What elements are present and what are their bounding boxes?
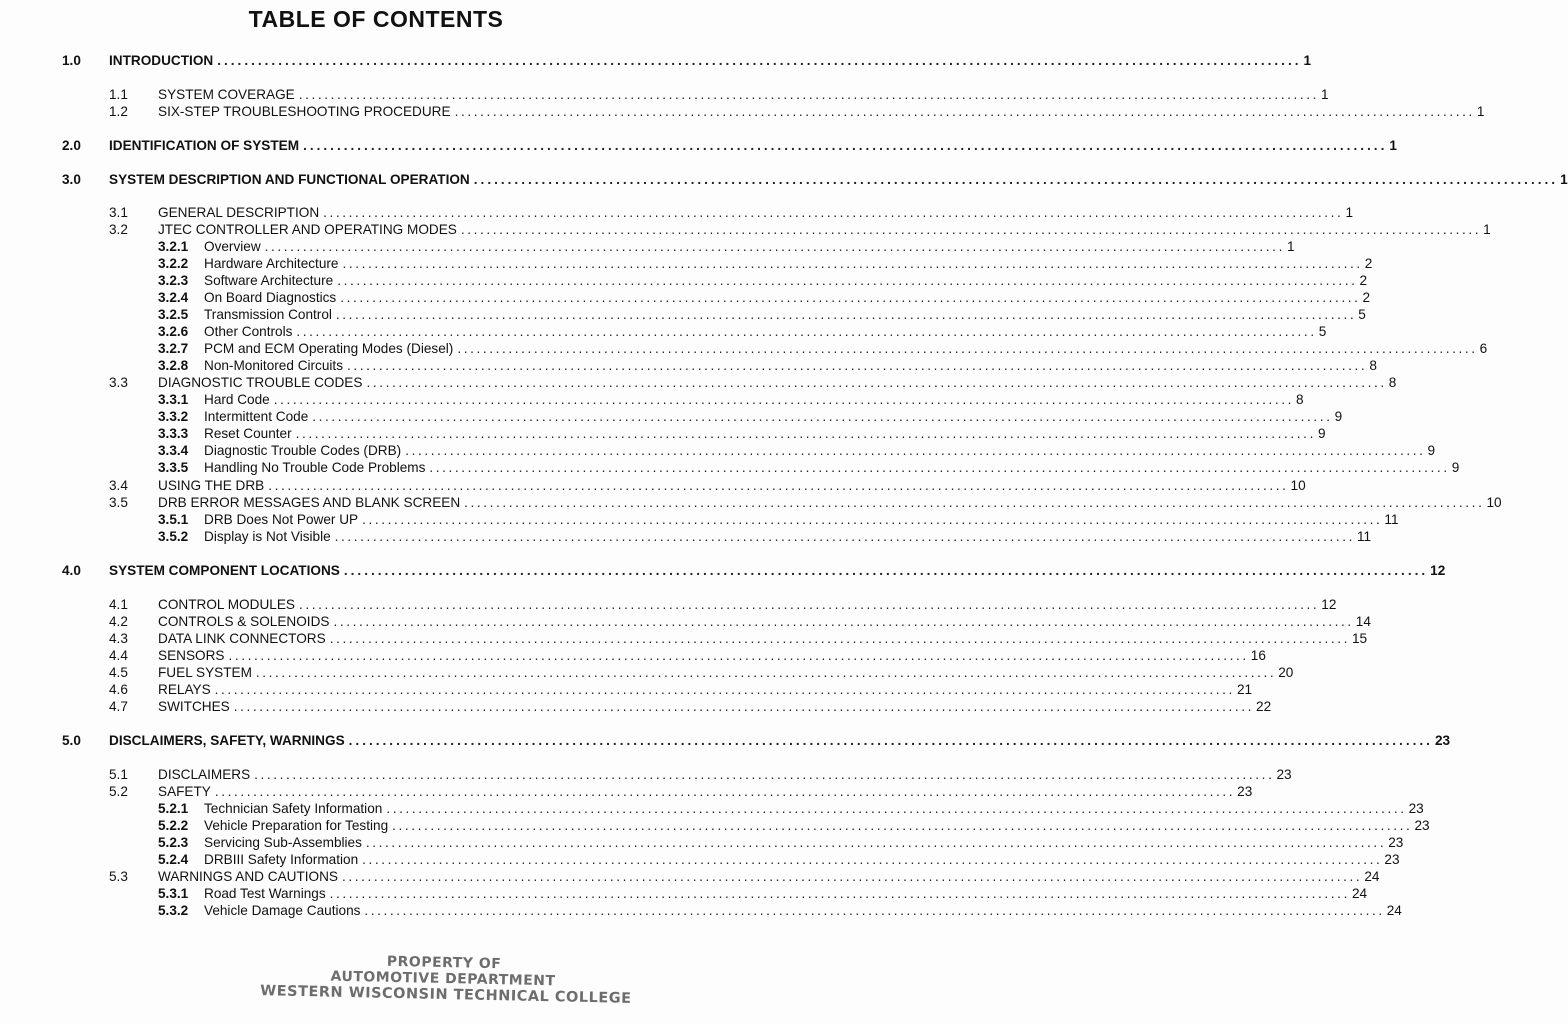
toc-entry-page: 9 — [1427, 443, 1436, 458]
toc-entry-body — [158, 613, 1371, 630]
toc-entry-number: 3.3.3 — [158, 426, 189, 441]
toc-entry-number: 2.0 — [62, 138, 81, 153]
dot-leader: ................................................................................................................................................................ — [303, 138, 1388, 153]
toc-entry — [0, 511, 1399, 528]
toc-entry — [0, 630, 1368, 647]
toc-entry-number: 5.2.4 — [158, 852, 189, 867]
toc-entry-page: 9 — [1317, 426, 1326, 441]
toc-entry-title: WARNINGS AND CAUTIONS — [158, 869, 339, 884]
toc-entry-number: 3.3.4 — [158, 443, 189, 458]
toc-entry — [0, 289, 1371, 306]
toc-entry-page: 23 — [1276, 767, 1292, 782]
toc-entry-page: 8 — [1296, 392, 1304, 407]
dot-leader: ................................................................................................................................................................ — [217, 53, 1302, 68]
toc-entry — [0, 681, 1253, 698]
toc-entry-page: 14 — [1355, 614, 1371, 629]
toc-entry — [0, 103, 1485, 120]
toc-entry-title: Other Controls — [204, 324, 293, 339]
toc-entry-number: 4.5 — [109, 665, 128, 680]
dot-leader: ................................................................................................................................................................ — [457, 341, 1478, 356]
toc-entry-body — [204, 391, 1304, 408]
toc-entry-page: 24 — [1386, 903, 1402, 918]
toc-entry-title: SIX-STEP TROUBLESHOOTING PROCEDURE — [158, 104, 451, 119]
toc-entry-page: 8 — [1369, 358, 1377, 373]
dot-leader: ................................................................................................................................................................ — [333, 614, 1354, 629]
dot-leader: ................................................................................................................................................................ — [264, 239, 1285, 254]
toc-entry-title: USING THE DRB — [158, 478, 265, 493]
toc-entry-body — [158, 664, 1294, 681]
toc-entry-number: 3.2.3 — [158, 273, 189, 288]
toc-entry-body — [204, 511, 1399, 528]
toc-entry-page: 8 — [1388, 375, 1397, 390]
toc-entry-body — [204, 340, 1488, 357]
toc-entry — [0, 647, 1266, 664]
dot-leader: ................................................................................................................................................................ — [364, 903, 1385, 918]
toc-entry-number: 5.2 — [109, 784, 128, 799]
toc-entry-number: 5.3.2 — [158, 903, 189, 918]
toc-entry-body — [204, 834, 1404, 851]
toc-entry-title: DIAGNOSTIC TROUBLE CODES — [158, 375, 363, 390]
toc-entry-title: Technician Safety Information — [204, 801, 383, 816]
toc-entry-page: 1 — [1483, 222, 1491, 237]
dot-leader: ................................................................................................................................................................ — [366, 375, 1387, 390]
toc-entry — [0, 391, 1304, 408]
toc-entry — [0, 766, 1292, 783]
toc-entry-number: 3.5.2 — [158, 529, 189, 544]
toc-entry — [0, 698, 1272, 715]
toc-entry-body — [158, 86, 1329, 103]
toc-entry-number: 1.2 — [109, 104, 128, 119]
toc-entry-body — [204, 272, 1368, 289]
toc-entry-title: SENSORS — [158, 648, 225, 663]
toc-entry-page: 1 — [1560, 172, 1568, 187]
toc-entry-page: 23 — [1414, 818, 1430, 833]
toc-entry — [0, 459, 1460, 476]
toc-entry-body — [204, 238, 1295, 255]
toc-entry-number: 3.3.2 — [158, 409, 189, 424]
toc-entry-title: Intermittent Code — [204, 409, 309, 424]
toc-entry — [0, 528, 1372, 545]
dot-leader: ................................................................................................................................................................ — [298, 597, 1320, 612]
toc-entry-title: DRB ERROR MESSAGES AND BLANK SCREEN — [158, 495, 461, 510]
toc-entry-body — [204, 357, 1377, 374]
toc-entry — [0, 562, 1446, 579]
toc-entry-page: 2 — [1359, 273, 1368, 288]
toc-entry-title: SYSTEM DESCRIPTION AND FUNCTIONAL OPERATION — [109, 172, 470, 187]
toc-entry-title: Overview — [204, 239, 261, 254]
dot-leader: ................................................................................................................................................................ — [295, 426, 1316, 441]
toc-entry-number: 3.5.1 — [158, 512, 189, 527]
toc-entry-body — [158, 477, 1306, 494]
dot-leader: ................................................................................................................................................................ — [296, 324, 1317, 339]
toc-entry — [0, 834, 1404, 851]
toc-entry-number: 3.2.7 — [158, 341, 189, 356]
toc-entry-body — [158, 204, 1353, 221]
toc-entry-page: 5 — [1358, 307, 1366, 322]
toc-entry — [0, 255, 1373, 272]
toc-entry-page: 22 — [1256, 699, 1272, 714]
dot-leader: ................................................................................................................................................................ — [342, 869, 1363, 884]
toc-entry-number: 3.1 — [109, 205, 128, 220]
toc-entry-body — [204, 408, 1343, 425]
toc-entry — [0, 171, 1568, 188]
toc-entry-title: SAFETY — [158, 784, 211, 799]
toc-entry — [0, 204, 1353, 221]
toc-entry-body — [158, 783, 1253, 800]
toc-entry — [0, 374, 1397, 391]
toc-entry-title: Diagnostic Trouble Codes (DRB) — [204, 443, 402, 458]
toc-entry-number: 1.0 — [62, 53, 81, 68]
toc-entry-body — [204, 323, 1327, 340]
dot-leader: ................................................................................................................................................................ — [335, 307, 1357, 322]
toc-entry-page: 23 — [1408, 801, 1424, 816]
toc-entry-page: 12 — [1430, 563, 1446, 578]
toc-entry-body — [158, 681, 1253, 698]
toc-entry-page: 1 — [1389, 138, 1397, 153]
toc-entry-title: IDENTIFICATION OF SYSTEM — [109, 138, 300, 153]
toc-entry-number: 4.0 — [62, 563, 81, 578]
toc-entry-page: 1 — [1286, 239, 1295, 254]
toc-entry-title: Display is Not Visible — [204, 529, 331, 544]
toc-entry — [0, 817, 1430, 834]
toc-entry-title: CONTROL MODULES — [158, 597, 295, 612]
toc-entry-title: SYSTEM COVERAGE — [158, 87, 295, 102]
toc-entry-title: DISCLAIMERS, SAFETY, WARNINGS — [109, 733, 345, 748]
toc-entry-number: 4.6 — [109, 682, 128, 697]
toc-entry-page: 21 — [1236, 682, 1253, 697]
toc-entry-number: 3.2.2 — [158, 256, 189, 271]
stamp-line-3: WESTERN WISCONSIN TECHNICAL COLLEGE — [260, 983, 632, 1007]
dot-leader: ................................................................................................................................................................ — [214, 682, 1235, 697]
toc-entry-number: 3.2.6 — [158, 324, 189, 339]
toc-entry-title: DRBIII Safety Information — [204, 852, 359, 867]
dot-leader: ................................................................................................................................................................ — [343, 563, 1429, 578]
toc-entry-body — [204, 902, 1402, 919]
toc-entry-title: INTRODUCTION — [109, 53, 214, 68]
toc-entry-title: JTEC CONTROLLER AND OPERATING MODES — [158, 222, 457, 237]
property-stamp — [255, 951, 635, 1007]
dot-leader: ................................................................................................................................................................ — [454, 104, 1475, 119]
dot-leader: ................................................................................................................................................................ — [460, 222, 1482, 237]
toc-entry-body — [109, 562, 1446, 579]
toc-entry-page: 16 — [1250, 648, 1266, 663]
dot-leader: ................................................................................................................................................................ — [268, 478, 1289, 493]
toc-entry-title: On Board Diagnostics — [204, 290, 337, 305]
toc-entry — [0, 408, 1343, 425]
toc-entry-body — [204, 255, 1373, 272]
toc-entry-number: 4.1 — [109, 597, 128, 612]
toc-entry-title: Vehicle Preparation for Testing — [204, 818, 389, 833]
toc-entry-number: 4.3 — [109, 631, 128, 646]
toc-entry-title: Hard Code — [204, 392, 270, 407]
stamp-line-1: PROPERTY OF — [386, 953, 502, 973]
toc-entry-body — [204, 800, 1424, 817]
toc-entry-page: 1 — [1303, 53, 1312, 68]
toc-entry-page: 23 — [1237, 784, 1253, 799]
toc-entry — [0, 851, 1400, 868]
toc-entry — [0, 306, 1366, 323]
toc-entry — [0, 596, 1337, 613]
toc-entry-number: 5.0 — [62, 733, 81, 748]
toc-entry-number: 4.4 — [109, 648, 128, 663]
toc-entry-page: 23 — [1388, 835, 1404, 850]
toc-entry-body — [158, 766, 1292, 783]
toc-entry-body — [109, 171, 1568, 188]
toc-entry-number: 3.2.1 — [158, 239, 189, 254]
toc-entry-title: DRB Does Not Power UP — [204, 512, 359, 527]
toc-entry-number: 5.3 — [109, 869, 128, 884]
toc-entry-body — [204, 817, 1430, 834]
toc-entry-page: 9 — [1451, 460, 1460, 475]
toc-entry-number: 5.3.1 — [158, 886, 189, 901]
dot-leader: ................................................................................................................................................................ — [337, 273, 1358, 288]
dot-leader: ................................................................................................................................................................ — [392, 818, 1413, 833]
toc-entry-body — [158, 103, 1485, 120]
toc-entry-page: 23 — [1384, 852, 1400, 867]
toc-entry-body — [158, 868, 1380, 885]
dot-leader: ................................................................................................................................................................ — [273, 392, 1295, 407]
toc-entry-title: DATA LINK CONNECTORS — [158, 631, 326, 646]
toc-entry-body — [204, 289, 1371, 306]
dot-leader: ................................................................................................................................................................ — [329, 886, 1350, 901]
toc-entry-body — [158, 596, 1337, 613]
toc-entry-title: Transmission Control — [204, 307, 332, 322]
dot-leader: ................................................................................................................................................................ — [429, 460, 1450, 475]
toc-entry-title: GENERAL DESCRIPTION — [158, 205, 320, 220]
toc-entry-page: 1 — [1321, 87, 1329, 102]
toc-entry-page: 1 — [1345, 205, 1353, 220]
dot-leader: ................................................................................................................................................................ — [340, 290, 1361, 305]
toc-entry-title: SYSTEM COMPONENT LOCATIONS — [109, 563, 340, 578]
toc-entry-number: 3.2.8 — [158, 358, 189, 373]
dot-leader: ................................................................................................................................................................ — [214, 784, 1236, 799]
toc-entry-title: Software Architecture — [204, 273, 334, 288]
toc-entry — [0, 272, 1368, 289]
toc-entry-page: 15 — [1351, 631, 1368, 646]
dot-leader: ................................................................................................................................................................ — [342, 256, 1363, 271]
toc-entry-body — [204, 459, 1460, 476]
dot-leader: ................................................................................................................................................................ — [365, 835, 1387, 850]
toc-entry-page: 11 — [1356, 529, 1372, 544]
toc-entry — [0, 902, 1402, 919]
toc-entry — [0, 86, 1329, 103]
toc-entry-page: 24 — [1351, 886, 1368, 901]
toc-entry-body — [204, 442, 1436, 459]
toc-entry-body — [109, 732, 1451, 749]
toc-entry-number: 3.3.5 — [158, 460, 189, 475]
toc-entry-page: 9 — [1334, 409, 1343, 424]
dot-leader: ................................................................................................................................................................ — [233, 699, 1255, 714]
toc-entry-number: 4.7 — [109, 699, 128, 714]
dot-leader: ................................................................................................................................................................ — [362, 512, 1383, 527]
toc-entry-body — [204, 885, 1368, 902]
toc-entry-page: 2 — [1364, 256, 1373, 271]
toc-entry — [0, 137, 1397, 154]
toc-entry-page: 10 — [1486, 495, 1502, 510]
dot-leader: ................................................................................................................................................................ — [405, 443, 1426, 458]
toc-entry-number: 3.5 — [109, 495, 128, 510]
toc-entry-body — [204, 851, 1400, 868]
toc-entry-number: 5.2.3 — [158, 835, 189, 850]
toc-entry-title: Road Test Warnings — [204, 886, 326, 901]
dot-leader: ................................................................................................................................................................ — [386, 801, 1407, 816]
toc-entry-number: 5.1 — [109, 767, 128, 782]
toc-entry-title: DISCLAIMERS — [158, 767, 251, 782]
dot-leader: ................................................................................................................................................................ — [464, 495, 1485, 510]
dot-leader: ................................................................................................................................................................ — [228, 648, 1249, 663]
toc-entry-number: 3.3.1 — [158, 392, 189, 407]
toc-entry-body — [204, 306, 1366, 323]
toc-entry-page: 24 — [1364, 869, 1380, 884]
toc-entry-number: 3.2.5 — [158, 307, 189, 322]
toc-entry-title: Reset Counter — [204, 426, 292, 441]
toc-entry-title: SWITCHES — [158, 699, 230, 714]
toc-entry-page: 20 — [1278, 665, 1294, 680]
toc-entry-title: Non-Monitored Circuits — [204, 358, 344, 373]
toc-entry-page: 5 — [1318, 324, 1327, 339]
dot-leader: ................................................................................................................................................................ — [298, 87, 1320, 102]
toc-entry-body — [204, 425, 1326, 442]
toc-entry-page: 11 — [1384, 512, 1399, 527]
toc-entry-body — [109, 137, 1397, 154]
toc-entry-page: 10 — [1290, 478, 1306, 493]
toc-entry-title: FUEL SYSTEM — [158, 665, 252, 680]
toc-entry-body — [158, 494, 1502, 511]
toc-entry-number: 5.2.2 — [158, 818, 189, 833]
dot-leader: ................................................................................................................................................................ — [362, 852, 1383, 867]
toc-entry-body — [158, 647, 1266, 664]
toc-entry — [0, 800, 1424, 817]
toc-entry — [0, 868, 1380, 885]
toc-entry — [0, 477, 1306, 494]
toc-entry-body — [158, 221, 1491, 238]
dot-leader: ................................................................................................................................................................ — [347, 358, 1368, 373]
toc-entry — [0, 732, 1451, 749]
toc-entry-number: 3.2.4 — [158, 290, 189, 305]
toc-entry-number: 1.1 — [109, 87, 128, 102]
dot-leader: ................................................................................................................................................................ — [329, 631, 1350, 646]
page-title: TABLE OF CONTENTS — [248, 6, 504, 32]
toc-entry-number: 3.3 — [109, 375, 128, 390]
toc-entry-number: 3.4 — [109, 478, 128, 493]
dot-leader: ................................................................................................................................................................ — [312, 409, 1333, 424]
dot-leader: ................................................................................................................................................................ — [473, 172, 1559, 187]
toc-entry-title: PCM and ECM Operating Modes (Diesel) — [204, 341, 454, 356]
toc-entry — [0, 885, 1368, 902]
toc-entry-title: Vehicle Damage Cautions — [204, 903, 361, 918]
toc-entry — [0, 221, 1491, 238]
toc-entry — [0, 442, 1436, 459]
dot-leader: ................................................................................................................................................................ — [323, 205, 1344, 220]
toc-entry-body — [158, 630, 1368, 647]
toc-entry-body — [204, 528, 1372, 545]
toc-entry-number: 3.0 — [62, 172, 81, 187]
toc-entry-title: Servicing Sub-Assemblies — [204, 835, 362, 850]
toc-entry — [0, 613, 1371, 630]
dot-leader: ................................................................................................................................................................ — [348, 733, 1433, 748]
toc-entry — [0, 323, 1327, 340]
toc-entry-title: RELAYS — [158, 682, 211, 697]
toc-entry-body — [109, 52, 1312, 69]
toc-entry-page: 12 — [1321, 597, 1337, 612]
toc-entry-title: Hardware Architecture — [204, 256, 339, 271]
toc-entry-number: 4.2 — [109, 614, 128, 629]
toc-entry — [0, 52, 1312, 69]
dot-leader: ................................................................................................................................................................ — [254, 767, 1275, 782]
toc-entry — [0, 340, 1488, 357]
toc-entry — [0, 357, 1377, 374]
toc-entry-title: Handling No Trouble Code Problems — [204, 460, 426, 475]
toc-entry-page: 23 — [1434, 733, 1451, 748]
toc-entry-body — [158, 698, 1272, 715]
toc-entry-title: CONTROLS & SOLENOIDS — [158, 614, 330, 629]
toc-entry-page: 6 — [1479, 341, 1488, 356]
toc-entry — [0, 664, 1294, 681]
toc-entry-number: 5.2.1 — [158, 801, 189, 816]
dot-leader: ................................................................................................................................................................ — [255, 665, 1277, 680]
toc-entry-page: 1 — [1476, 104, 1485, 119]
stamp-line-2: AUTOMOTIVE DEPARTMENT — [330, 968, 556, 990]
toc-entry-page: 2 — [1362, 290, 1371, 305]
toc-entry — [0, 238, 1295, 255]
toc-entry — [0, 494, 1502, 511]
toc-entry — [0, 783, 1253, 800]
toc-entry-number: 3.2 — [109, 222, 128, 237]
toc-entry — [0, 425, 1326, 442]
dot-leader: ................................................................................................................................................................ — [334, 529, 1355, 544]
toc-entry-body — [158, 374, 1397, 391]
